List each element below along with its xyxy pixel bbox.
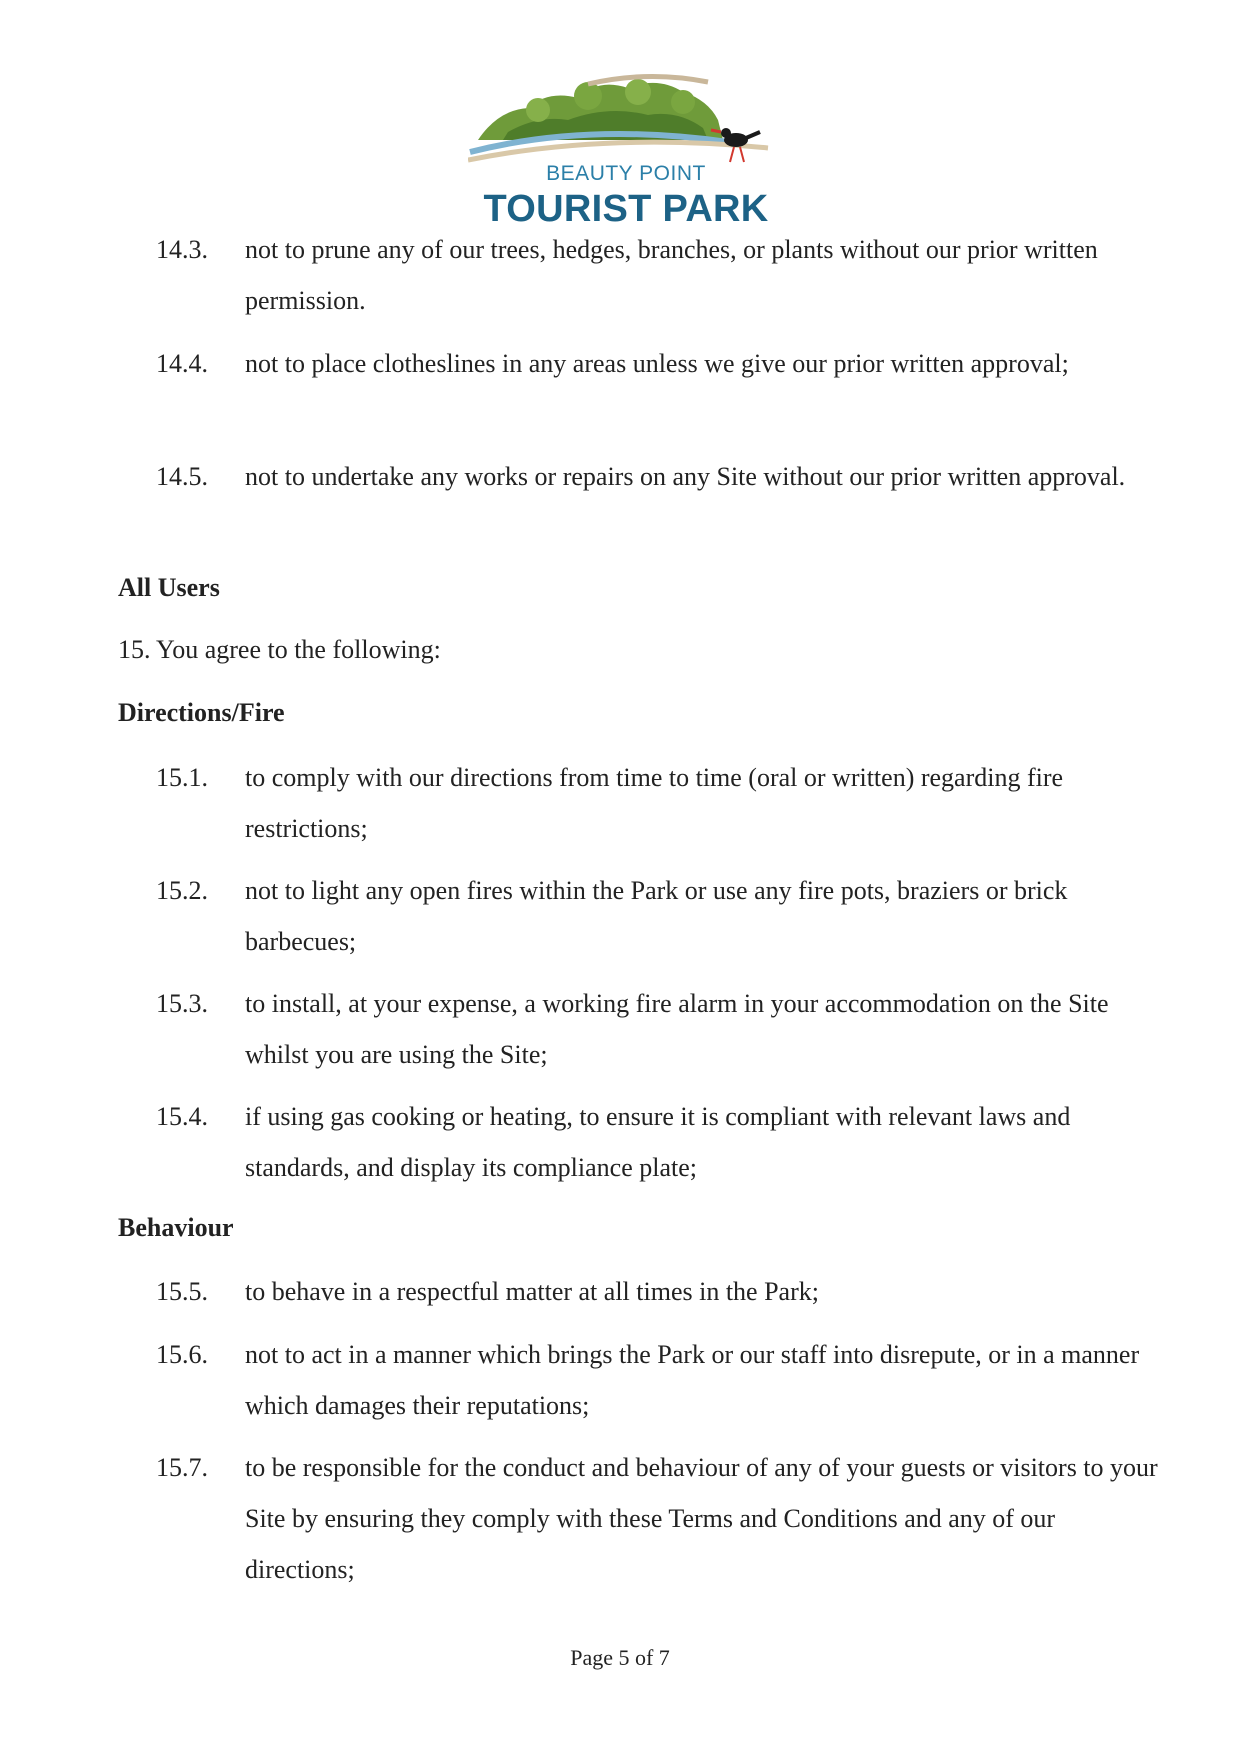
clause-number: 14.4. — [156, 349, 208, 378]
clause-number: 15.1. — [156, 763, 208, 792]
clause-15-intro: 15. You agree to the following: — [118, 635, 441, 664]
clause-text: to comply with our directions from time to time (oral or written) regarding fire restrictions; — [245, 763, 1064, 843]
clause-number: 15.3. — [156, 989, 208, 1018]
clause-number: 15.4. — [156, 1102, 208, 1131]
heading-directions-fire: Directions/Fire — [118, 698, 285, 727]
clause-text: to be responsible for the conduct and behaviour of any of your guests or visitors to your Site by ensuring they comply with these Terms and Conditions and any of our directions; — [245, 1453, 1158, 1584]
clause-number: 15.6. — [156, 1340, 208, 1369]
clause-text: not to place clotheslines in any areas unless we give our prior written approval; — [245, 349, 1069, 378]
clause-number: 14.5. — [156, 462, 208, 491]
clause-text: to behave in a respectful matter at all times in the Park; — [245, 1277, 819, 1306]
clause-number: 14.3. — [156, 235, 208, 264]
clause-text: not to undertake any works or repairs on any Site without our prior written approval. — [245, 462, 1126, 491]
logo-illustration — [468, 70, 784, 170]
clause-number: 15.2. — [156, 876, 208, 905]
logo-text-line2: TOURIST PARK — [483, 188, 769, 230]
page-number: Page 5 of 7 — [570, 1645, 670, 1670]
clause-text: not to prune any of our trees, hedges, branches, or plants without our prior written permission. — [245, 235, 1098, 315]
park-logo — [468, 70, 784, 230]
clause-text: if using gas cooking or heating, to ensure it is compliant with relevant laws and standards, and display its compliance plate; — [245, 1102, 1071, 1182]
heading-all-users: All Users — [118, 573, 220, 602]
clause-text: not to light any open fires within the Park or use any fire pots, braziers or brick barbecues; — [245, 876, 1068, 956]
clause-number: 15.5. — [156, 1277, 208, 1306]
heading-behaviour: Behaviour — [118, 1213, 234, 1242]
clause-number: 15.7. — [156, 1453, 208, 1482]
clause-text: not to act in a manner which brings the Park or our staff into disrepute, or in a manner which damages their reputations; — [245, 1340, 1140, 1420]
clause-text: to install, at your expense, a working fire alarm in your accommodation on the Site whilst you are using the Site; — [245, 989, 1109, 1069]
logo-text-line1: BEAUTY POINT — [546, 162, 706, 185]
